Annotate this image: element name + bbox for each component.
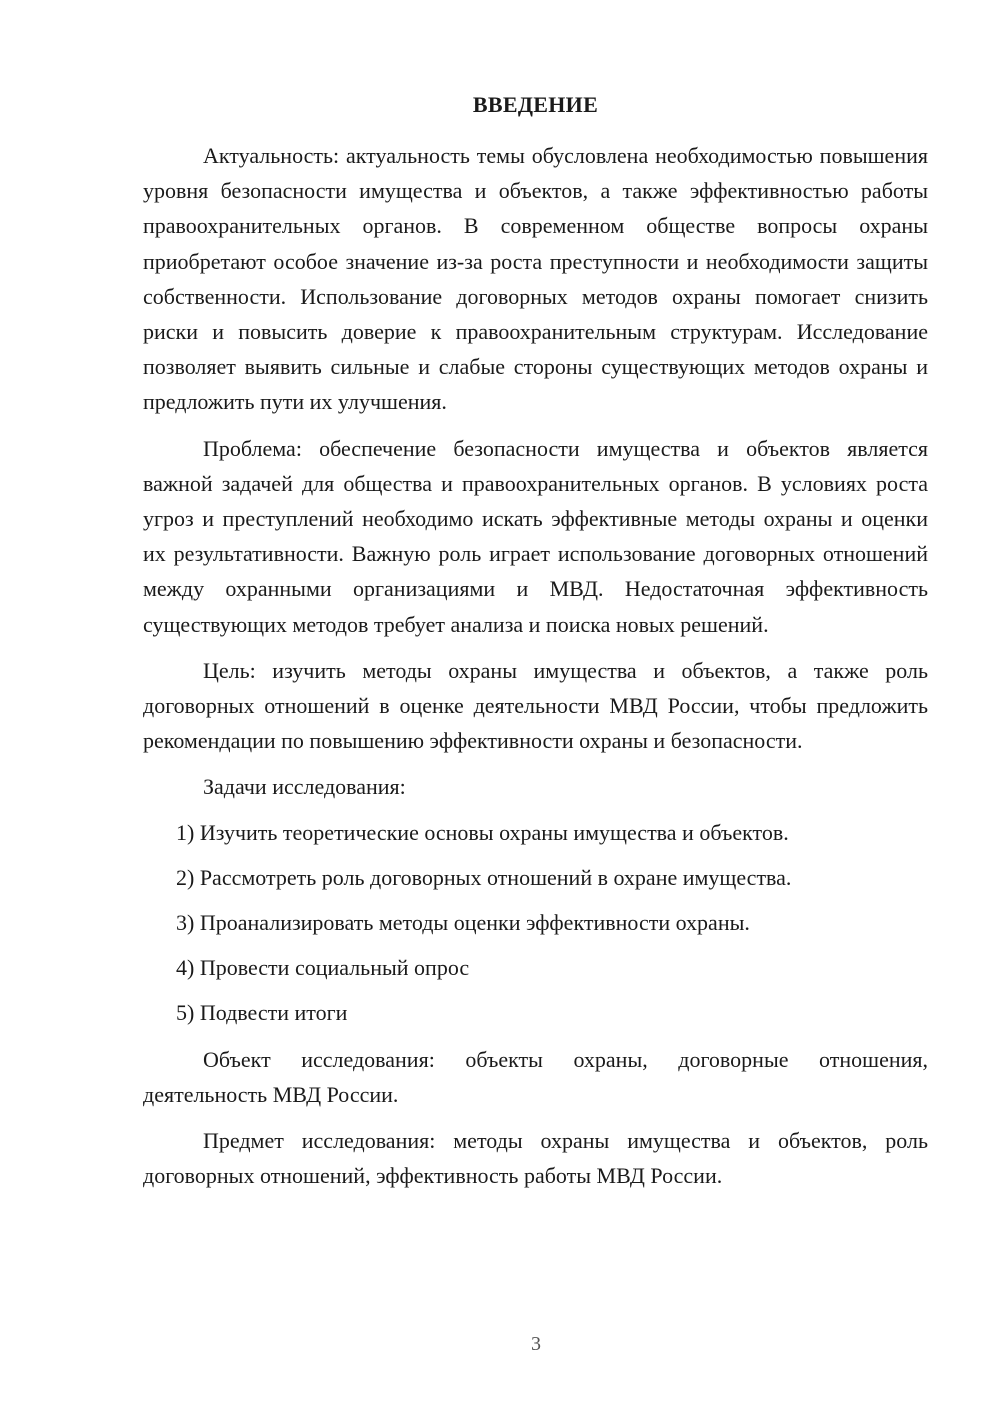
task-item: 5) Подвести итоги bbox=[176, 1000, 348, 1026]
task-item: 4) Провести социальный опрос bbox=[176, 955, 470, 981]
task-item: 1) Изучить теоретические основы охраны имущества и объектов. bbox=[176, 819, 789, 845]
subject-paragraph: Предмет исследования: методы охраны имущества и объектов, роль договорных отношений, эффективность работы МВД России. bbox=[143, 1128, 928, 1189]
goal-paragraph: Цель: изучить методы охраны имущества и объектов, а также роль договорных отношений в оценке деятельности МВД России, чтобы предложить рекомендации по повышению эффективности охраны и безопасности. bbox=[143, 657, 928, 754]
problem-paragraph: Проблема: обеспечение безопасности имущества и объектов является важной задачей для общества и правоохранительных органов. В условиях роста угроз и преступлений необходимо искать эффективные методы охраны и оценки их результативности. Важную роль играет использование договорных отношений между охранными организациями и МВД. Недостаточная эффективность существующих методов требует анализа и поиска новых решений. bbox=[143, 435, 928, 637]
object-paragraph: Объект исследования: объекты охраны, договорные отношения, деятельность МВД России. bbox=[143, 1046, 928, 1107]
task-item: 2) Рассмотреть роль договорных отношений в охране имущества. bbox=[176, 864, 792, 890]
document-page bbox=[143, 92, 928, 1193]
page-number: 3 bbox=[531, 1333, 541, 1355]
page-title: ВВЕДЕНИЕ bbox=[472, 92, 599, 117]
task-item: 3) Проанализировать методы оценки эффективности охраны. bbox=[176, 910, 750, 936]
relevance-paragraph: Актуальность: актуальность темы обусловлена необходимостью повышения уровня безопасности имущества и объектов, а также эффективностью работы правоохранительных органов. В современном обществе вопросы охраны приобретают особое значение из-за роста преступности и необходимости защиты собственности. Использование договорных методов охраны помогает снизить риски и повысить доверие к правоохранительным структурам. Исследование позволяет выявить сильные и слабые стороны существующих методов охраны и предложить пути их улучшения. bbox=[143, 143, 928, 415]
tasks-heading: Задачи исследования: bbox=[203, 774, 406, 800]
tasks-list bbox=[143, 815, 928, 1031]
